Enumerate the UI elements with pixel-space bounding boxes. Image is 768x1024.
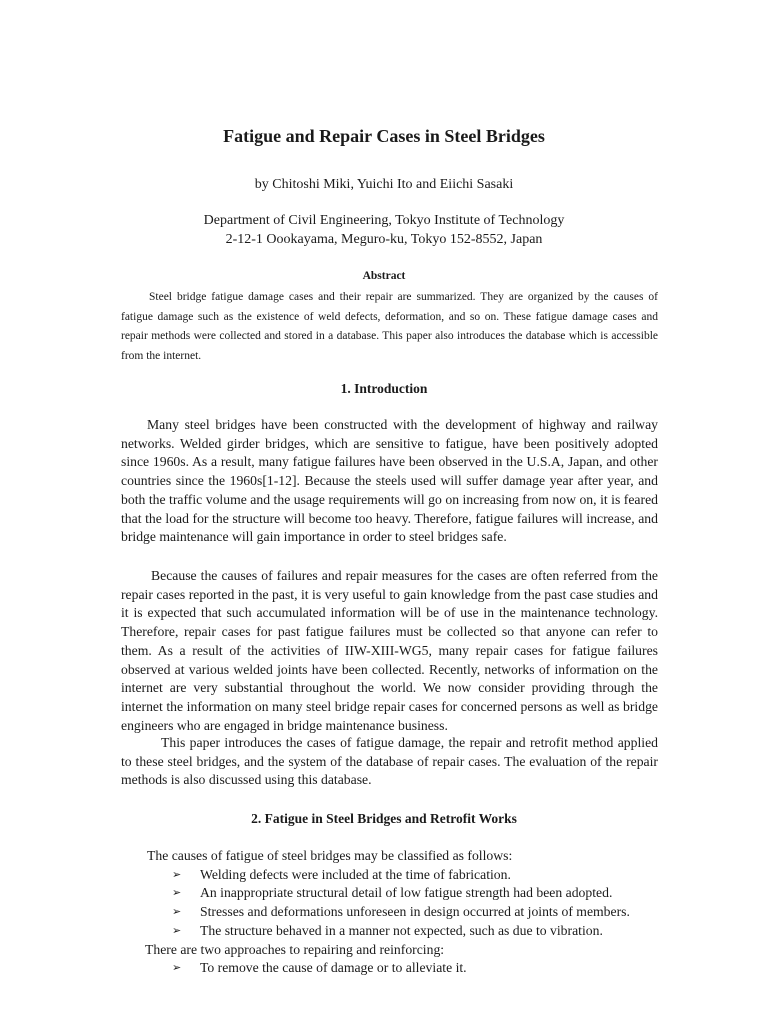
list-item [147,866,662,885]
list-item-text: An inappropriate structural detail of low fatigue strength had been adopted. [200,885,613,901]
paper-title: Fatigue and Repair Cases in Steel Bridges [223,126,545,146]
list-item-text: Welding defects were included at the time of fabrication. [200,866,511,882]
list-item [147,884,662,903]
section-2-heading: 2. Fatigue in Steel Bridges and Retrofit Works [251,811,517,826]
arrow-bullet-icon: ➢ [172,905,182,919]
list-item [147,903,662,922]
abstract-body: Steel bridge fatigue damage cases and their repair are summarized. They are organized by the causes of fatigue damage such as the existence of weld defects, deformation, and so on. These fatigue damage cases and repair methods were collected and stored in a database. This paper also introduces the database which is accessible from the internet. [121,291,658,362]
approaches-lead: There are two approaches to repairing and reinforcing: [145,941,445,957]
causes-lead: The causes of fatigue of steel bridges may be classified as follows: [147,848,513,863]
arrow-bullet-icon: ➢ [172,886,182,900]
list-item-text: Stresses and deformations unforeseen in design occurred at joints of members. [200,904,630,920]
affiliation-line-1: Department of Civil Engineering, Tokyo Institute of Technology [203,213,565,228]
list-item-text: The structure behaved in a manner not expected, such as due to vibration. [200,922,603,938]
arrow-bullet-icon: ➢ [172,961,182,975]
section-1-heading: 1. Introduction [340,381,428,396]
arrow-bullet-icon: ➢ [172,867,182,881]
author-line: by Chitoshi Miki, Yuichi Ito and Eiichi Sasaki [254,177,514,192]
intro-paragraph-2: Because the causes of failures and repair measures for the cases are often referred from the repair cases reported in the past, it is very useful to gain knowledge from the past case studies and it is expected that such accumulated information will be of use in the maintenance technology. Therefore, repair cases for past fatigue failures must be collected so that anyone can refer to them. As a result of the activities of IIW-XIII-WG5, many repair cases for fatigue failures observed at various welded joints have been collected. Recently, networks of information on the internet are very substantial throughout the world. We now consider providing through the internet the information on many steel bridge repair cases for concerned persons as well as bridge engineers who are engaged in bridge maintenance business. [121,568,658,733]
intro-paragraph-3: This paper introduces the cases of fatigue damage, the repair and retrofit method applied to these steel bridges, and the system of the database of repair cases. The evaluation of the repair methods is also discussed using this database. [121,735,658,788]
causes-list [147,847,662,978]
list-item [147,922,662,941]
abstract-heading: Abstract [362,270,406,282]
list-item [147,959,662,978]
arrow-bullet-icon: ➢ [172,923,182,937]
list-item-text: To remove the cause of damage or to alleviate it. [200,960,467,976]
intro-paragraph-1: Many steel bridges have been constructed with the development of highway and railway networks. Welded girder bridges, which are sensitive to fatigue, have been positively adopted since 1960s. As a result, many fatigue failures have been observed in the U.S.A, Japan, and other countries since the 1960s[1-12]. Because the steels used will suffer damage year after year, and both the traffic volume and the usage requirements will go on increasing from now on, it is feared that the load for the structure will become too heavy. Therefore, fatigue failures will increase, and bridge maintenance will gain importance in order to steel bridges safe. [121,417,658,545]
affiliation-line-2: 2-12-1 Oookayama, Meguro-ku, Tokyo 152-8552, Japan [225,232,543,247]
affiliation [0,211,768,249]
